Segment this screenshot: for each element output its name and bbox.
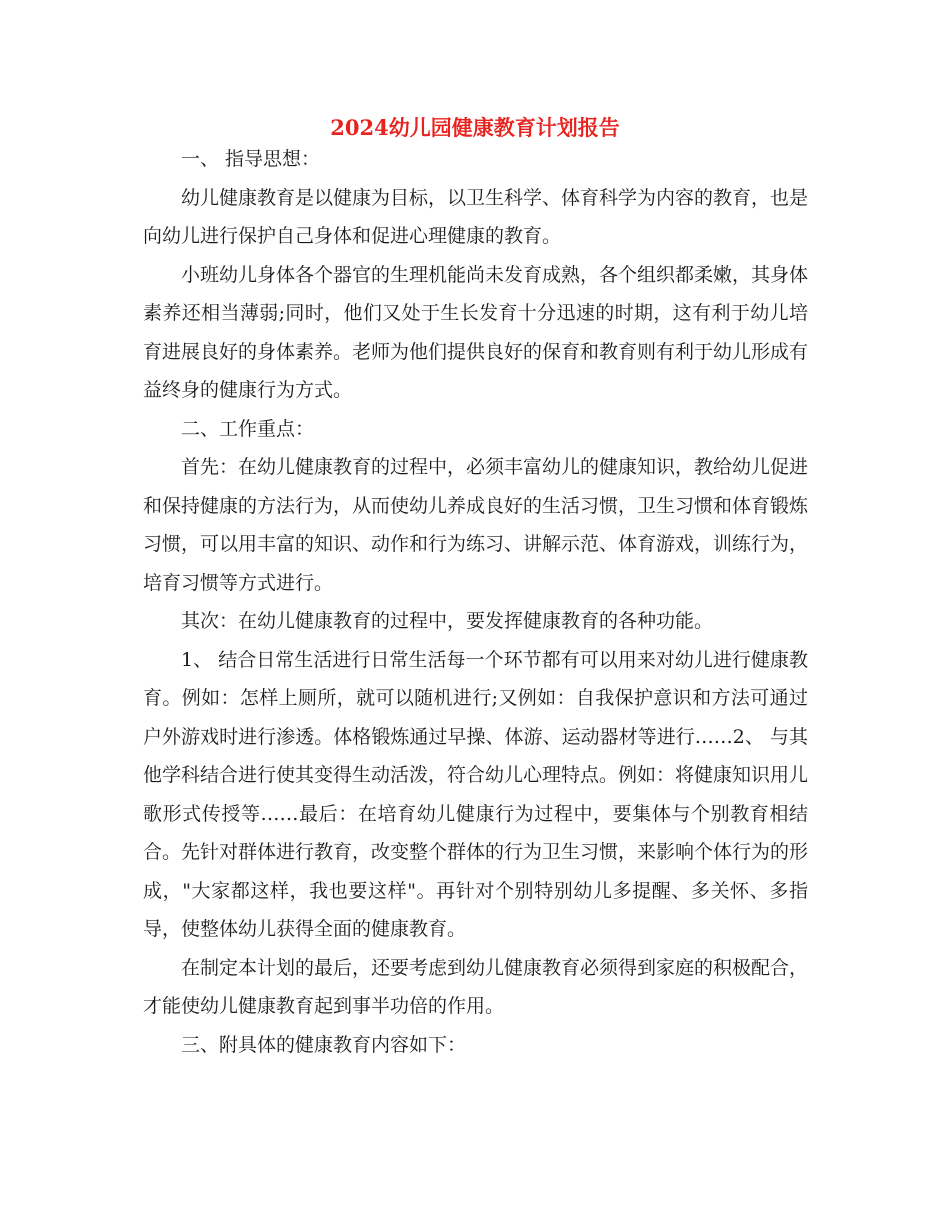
paragraph: 小班幼儿身体各个器官的生理机能尚未发育成熟，各个组织都柔嫩，其身体素养还相当薄弱;同时，他们又处于生长发育十分迅速的时期，这有利于幼儿培育进展良好的身体素养。老师为他们提供良好的保育和教育则有利于幼儿形成有益终身的健康行为方式。 (143, 263, 809, 401)
heading-guiding-ideology: 一、 指导思想： (181, 148, 321, 170)
paragraph: 在制定本计划的最后，还要考虑到幼儿健康教育必须得到家庭的积极配合，才能使幼儿健康教育起到事半功倍的作用。 (143, 956, 809, 1017)
paragraph: 其次：在幼儿健康教育的过程中，要发挥健康教育的各种功能。 (181, 610, 714, 632)
paragraph: 首先：在幼儿健康教育的过程中，必须丰富幼儿的健康知识，教给幼儿促进和保持健康的方法行为，从而使幼儿养成良好的生活习惯，卫生习惯和体育锻炼习惯，可以用丰富的知识、动作和行为练习、讲解示范、体育游戏，训练行为，培育习惯等方式进行。 (143, 456, 809, 594)
heading-content-list: 三、附具体的健康教育内容如下： (181, 1033, 467, 1056)
document-body (143, 140, 808, 1064)
document-title: 2024幼儿园健康教育计划报告 (330, 115, 620, 140)
paragraph: 幼儿健康教育是以健康为目标，以卫生科学、体育科学为内容的教育，也是向幼儿进行保护自己身体和促进心理健康的教育。 (143, 186, 809, 247)
heading-work-focus: 二、工作重点： (181, 417, 315, 440)
paragraph: 1、 结合日常生活进行日常生活每一个环节都有可以用来对幼儿进行健康教育。例如：怎样上厕所，就可以随机进行;又例如：自我保护意识和方法可通过户外游戏时进行渗透。体格锻炼通过早操、体游、运动器材等进行……2、 与其他学科结合进行使其变得生动活泼，符合幼儿心理特点。例如：将健康知识用儿歌形式传授等……最后：在培育幼儿健康行为过程中，要集体与个别教育相结合。先针对群体进行教育，改变整个群体的行为卫生习惯，来影响个体行为的形成，"大家都这样，我也要这样"。再针对个别特别幼儿多提醒、多关怀、多指导，使整体幼儿获得全面的健康教育。 (143, 648, 809, 940)
